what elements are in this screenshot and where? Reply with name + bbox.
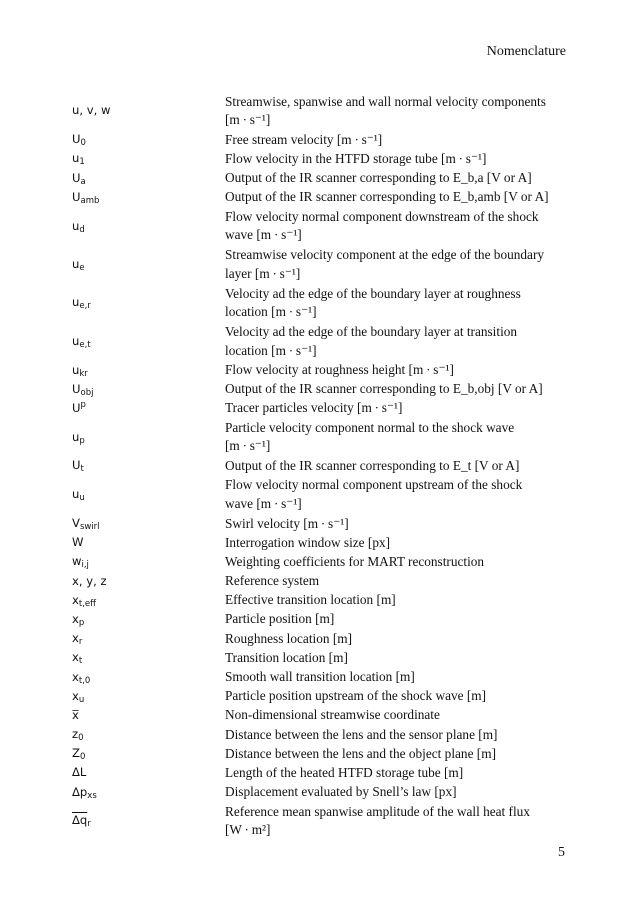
symbol	[72, 295, 225, 312]
description: Velocity ad the edge of the boundary layer at transition location [m ∙ s⁻¹]	[225, 323, 518, 358]
symbol-base: u	[72, 256, 80, 271]
description: Streamwise, spanwise and wall normal velocity components [m ∙ s⁻¹]	[225, 93, 546, 128]
page-number: 5	[558, 845, 565, 860]
nomenclature-row	[72, 514, 572, 533]
symbol-subscript: kr	[79, 368, 88, 379]
symbol	[72, 611, 225, 628]
description: Distance between the lens and the object plane [m]	[225, 745, 497, 761]
symbol	[72, 631, 225, 648]
symbol	[72, 707, 225, 722]
symbol-base: x, y, z	[72, 573, 107, 588]
nomenclature-row	[72, 380, 572, 399]
symbol	[72, 784, 225, 801]
description: Output of the IR scanner corresponding to E_b,amb [V or A]	[225, 189, 549, 205]
symbol-base: u	[72, 429, 80, 444]
symbol-subscript: t,eff	[78, 598, 96, 609]
symbol	[72, 362, 225, 379]
symbol-base: u	[72, 333, 80, 348]
symbol	[72, 170, 225, 187]
running-header: Nomenclature	[486, 44, 566, 59]
description: Flow velocity at roughness height [m ∙ s⁻¹]	[225, 362, 454, 377]
nomenclature-row	[72, 457, 572, 476]
description: Tracer particles velocity [m ∙ s⁻¹]	[225, 400, 403, 416]
symbol-base: x	[72, 688, 79, 703]
symbol-subscript: xs	[87, 790, 97, 801]
symbol	[72, 429, 225, 446]
description: Length of the heated HTFD storage tube [m]	[225, 764, 464, 780]
nomenclature-row	[72, 533, 572, 552]
symbol-subscript: a	[80, 176, 86, 187]
symbol-subscript: u	[78, 694, 85, 705]
description: Distance between the lens and the sensor plane [m]	[225, 726, 498, 742]
symbol	[72, 688, 225, 705]
symbol-subscript: t	[78, 656, 83, 667]
symbol-base: w	[72, 554, 82, 569]
nomenclature-row	[72, 706, 572, 725]
symbol	[72, 487, 225, 504]
symbol-subscript: u	[79, 493, 85, 504]
symbol-subscript: 0	[80, 138, 86, 149]
symbol-base: U	[72, 381, 81, 396]
symbol-subscript: obj	[80, 387, 94, 398]
symbol-base: u	[72, 487, 80, 502]
description: Particle position upstream of the shock wave [m]	[225, 688, 487, 704]
symbol-subscript: i,j	[81, 560, 89, 571]
symbol	[72, 727, 225, 744]
symbol-subscript: p	[78, 617, 85, 628]
nomenclature-row	[72, 572, 572, 591]
nomenclature-row	[72, 725, 572, 744]
nomenclature-row	[72, 783, 572, 802]
description: Particle velocity component normal to the shock wave [m ∙ s⁻¹]	[225, 419, 515, 454]
nomenclature-row	[72, 764, 572, 783]
symbol-subscript: r	[78, 637, 83, 648]
nomenclature-row	[72, 744, 572, 763]
nomenclature-row	[72, 591, 572, 610]
symbol-subscript: swirl	[79, 522, 100, 533]
symbol	[72, 132, 225, 149]
description: Particle position [m]	[225, 611, 335, 627]
symbol-subscript: e	[79, 262, 85, 273]
symbol-subscript: r	[87, 819, 91, 830]
symbol	[72, 333, 225, 350]
symbol	[72, 669, 225, 686]
symbol	[72, 458, 225, 475]
symbol-base: U	[72, 458, 81, 473]
symbol	[72, 218, 225, 235]
symbol-base: Δp	[72, 784, 88, 799]
symbol-base: U	[72, 189, 81, 204]
symbol-base: $\overline{\Delta q}$	[72, 813, 88, 828]
nomenclature-row	[72, 476, 572, 514]
description: Reference mean spanwise amplitude of the wall heat flux [W ∙ m²]	[225, 803, 530, 838]
nomenclature-row	[72, 188, 572, 207]
symbol-subscript: e,t	[79, 339, 91, 350]
symbol-base: z	[72, 727, 79, 742]
description: Flow velocity normal component downstream of the shock wave [m ∙ s⁻¹]	[225, 208, 539, 243]
symbol-base: x	[72, 631, 79, 646]
symbol-subscript: 1	[79, 157, 85, 168]
description: Weighting coefficients for MART reconstruction	[225, 553, 485, 569]
nomenclature-row	[72, 92, 572, 130]
nomenclature-row	[72, 150, 572, 169]
nomenclature-row	[72, 418, 572, 456]
symbol	[72, 573, 225, 588]
nomenclature-row	[72, 169, 572, 188]
nomenclature-row	[72, 322, 572, 360]
symbol	[72, 650, 225, 667]
symbol-base: x	[72, 650, 79, 665]
description: Streamwise velocity component at the edge of the boundary layer [m ∙ s⁻¹]	[225, 247, 545, 281]
symbol	[72, 399, 225, 415]
symbol-subscript: 0	[79, 752, 86, 763]
description: Displacement evaluated by Snell’s law [px]	[225, 784, 457, 800]
symbol-base: x	[72, 669, 79, 684]
symbol	[72, 516, 225, 533]
symbol	[72, 767, 225, 779]
nomenclature-row	[72, 553, 572, 572]
nomenclature-list	[72, 92, 572, 840]
symbol	[72, 151, 225, 168]
symbol-subscript: 0	[78, 733, 84, 744]
symbol-base: u	[72, 218, 80, 233]
nomenclature-row	[72, 399, 572, 418]
nomenclature-row	[72, 668, 572, 687]
symbol-base: u, v, w	[72, 103, 111, 118]
symbol-base: V	[72, 516, 80, 531]
symbol	[72, 554, 225, 571]
symbol-subscript: p	[79, 435, 85, 446]
symbol-subscript: t	[80, 464, 84, 475]
symbol	[72, 746, 225, 763]
symbol	[72, 381, 225, 398]
nomenclature-row	[72, 687, 572, 706]
symbol-base: u	[72, 362, 80, 377]
symbol-base: x	[72, 611, 79, 626]
nomenclature-row	[72, 802, 572, 840]
nomenclature-row	[72, 130, 572, 149]
symbol	[72, 537, 225, 549]
symbol-base: U	[72, 170, 81, 185]
symbol-base: W	[72, 535, 84, 550]
description: Reference system	[225, 573, 320, 589]
symbol	[72, 189, 225, 206]
symbol-superscript: p	[80, 399, 86, 410]
nomenclature-row	[72, 207, 572, 245]
nomenclature-row	[72, 629, 572, 648]
nomenclature-row	[72, 610, 572, 629]
symbol-base: x	[72, 592, 79, 607]
symbol-base: u	[72, 151, 80, 166]
description: Roughness location [m]	[225, 630, 353, 646]
description: Non-dimensional streamwise coordinate	[225, 707, 440, 723]
description: Flow velocity in the HTFD storage tube [m ∙ s⁻¹]	[225, 150, 487, 166]
symbol-subscript: t,0	[78, 675, 91, 686]
description: Smooth wall transition location [m]	[225, 669, 415, 685]
symbol	[72, 813, 225, 830]
symbol	[72, 105, 225, 117]
symbol-base: x̅	[72, 707, 79, 722]
nomenclature-row	[72, 246, 572, 284]
description: Velocity ad the edge of the boundary layer at roughness location [m ∙ s⁻¹]	[225, 285, 521, 320]
symbol	[72, 256, 225, 273]
symbol-base: u	[72, 295, 80, 310]
description: Output of the IR scanner corresponding to E_b,a [V or A]	[225, 170, 532, 186]
symbol-base: U	[72, 400, 81, 415]
description: Output of the IR scanner corresponding to E_b,obj [V or A]	[225, 381, 543, 397]
symbol-subscript: d	[79, 224, 85, 235]
symbol-subscript: e,r	[79, 301, 91, 312]
description: Flow velocity normal component upstream of the shock wave [m ∙ s⁻¹]	[225, 477, 523, 512]
symbol-base: Z	[72, 746, 80, 761]
nomenclature-row	[72, 361, 572, 380]
description: Interrogation window size [px]	[225, 534, 391, 550]
nomenclature-row	[72, 649, 572, 668]
nomenclature-row	[72, 284, 572, 322]
description: Output of the IR scanner corresponding to E_t [V or A]	[225, 457, 520, 473]
symbol-subscript: amb	[80, 195, 100, 206]
description: Free stream velocity [m ∙ s⁻¹]	[225, 131, 383, 147]
symbol	[72, 592, 225, 609]
description: Effective transition location [m]	[225, 592, 396, 608]
symbol-base: U	[72, 132, 81, 147]
symbol-base: ΔL	[72, 765, 87, 780]
description: Transition location [m]	[225, 649, 348, 665]
description: Swirl velocity [m ∙ s⁻¹]	[225, 515, 349, 531]
